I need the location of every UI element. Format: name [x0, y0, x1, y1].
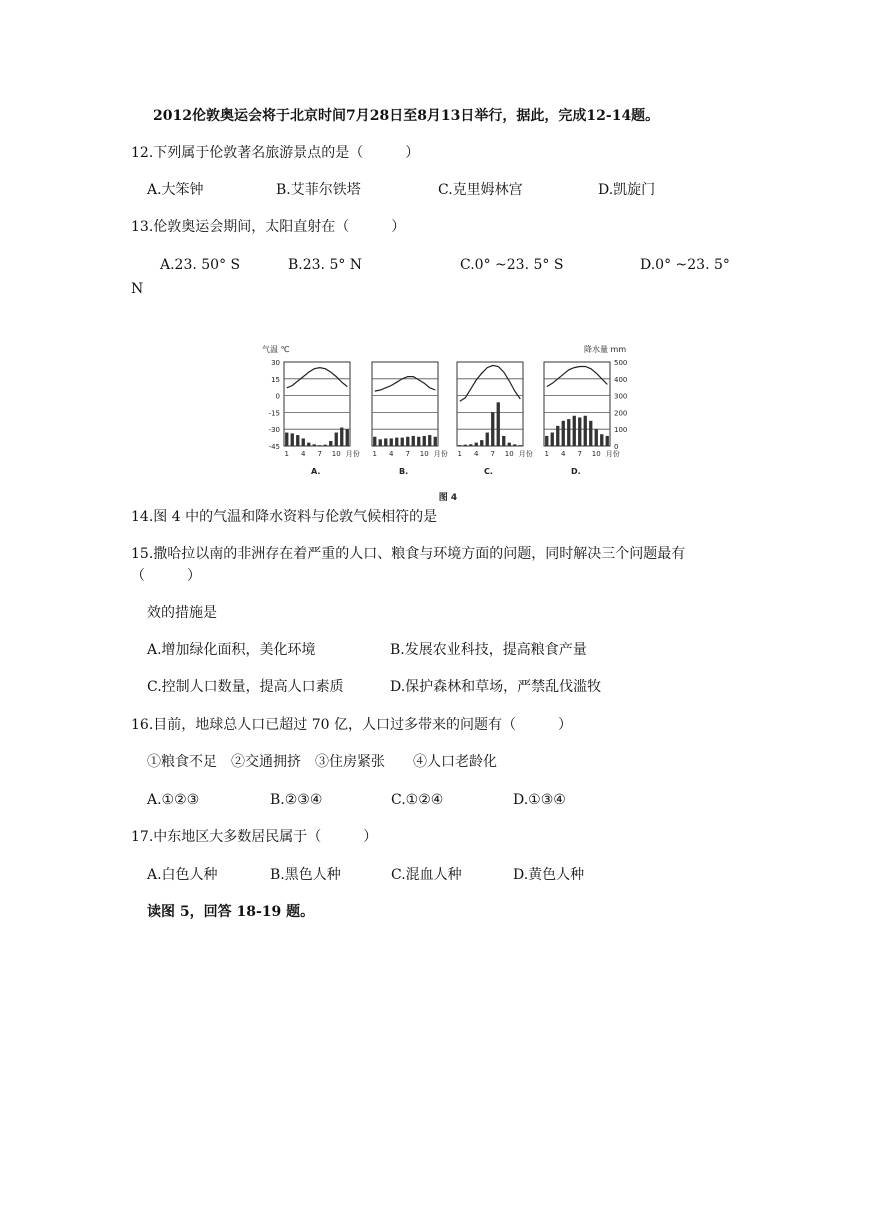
precip-bar — [296, 435, 299, 446]
x-tick-label: 1 — [284, 450, 289, 458]
panel-label: A. — [311, 467, 321, 476]
q12-option-a: A.大笨钟 — [147, 182, 204, 198]
precip-bar — [302, 438, 305, 446]
precip-bar — [318, 445, 321, 446]
x-tick-label: 10 — [504, 450, 514, 458]
precip-bar — [595, 429, 598, 446]
precip-bar — [578, 417, 581, 446]
x-tick-label: 月份 — [345, 450, 360, 458]
question-12-stem: 12.下列属于伦敦著名旅游景点的是（ ） — [131, 145, 420, 161]
figure-caption: 图 4 — [438, 493, 458, 503]
x-tick-label: 7 — [490, 450, 495, 458]
x-tick-label: 月份 — [605, 450, 620, 458]
left-tick-label: -15 — [268, 409, 280, 418]
precip-bar — [313, 444, 316, 446]
precip-bar — [567, 419, 570, 446]
q15-option-c: C.控制人口数量，提高人口素质 — [147, 679, 344, 695]
precip-bar — [373, 437, 376, 446]
question-17-stem: 17.中东地区大多数居民属于（ ） — [131, 829, 378, 845]
panel-label: C. — [484, 467, 493, 476]
precip-bar — [562, 421, 565, 446]
x-tick-label: 10 — [419, 450, 429, 458]
precip-bar — [475, 443, 478, 446]
q16-option-a: A.①②③ — [147, 792, 200, 808]
q17-option-b: B.黑色人种 — [270, 867, 341, 883]
precip-bar — [606, 436, 609, 446]
q15-option-d: D.保护森林和草场，严禁乱伐滥牧 — [390, 679, 602, 695]
q13-option-a: A.23. 50° S — [160, 257, 241, 273]
x-tick-label: 4 — [301, 450, 306, 458]
precip-bar — [379, 439, 382, 446]
q13-option-d: D.0° ~23. 5° — [640, 257, 730, 273]
precip-bar — [406, 437, 409, 446]
right-tick-label: 100 — [614, 426, 628, 435]
q17-option-c: C.混血人种 — [391, 867, 462, 883]
precip-bar — [589, 421, 592, 446]
right-tick-label: 500 — [614, 359, 628, 367]
left-tick-label: 0 — [275, 392, 280, 401]
x-tick-label: 4 — [561, 450, 566, 458]
question-13-stem: 13.伦敦奥运会期间，太阳直射在（ ） — [131, 219, 406, 235]
precip-bar — [340, 428, 343, 446]
precip-bar — [412, 436, 415, 446]
right-tick-label: 0 — [614, 443, 619, 451]
precip-bar — [497, 402, 500, 446]
q15-option-b: B.发展农业科技，提高粮食产量 — [390, 642, 587, 658]
precip-bar — [513, 444, 516, 446]
precip-bar — [573, 416, 576, 446]
precip-bar — [390, 438, 393, 446]
x-tick-label: 7 — [405, 450, 410, 458]
panel-label: B. — [399, 467, 409, 476]
climate-panel-d — [544, 362, 620, 476]
left-tick-label: 30 — [271, 359, 280, 367]
q12-option-c: C.克里姆林宫 — [438, 182, 523, 198]
left-axis-title: 气温 ℃ — [262, 345, 290, 354]
precip-bar — [486, 433, 489, 446]
temperature-line — [287, 368, 348, 388]
q16-option-c: C.①②④ — [391, 792, 444, 808]
x-tick-label: 月份 — [433, 450, 448, 458]
panel-label: D. — [571, 467, 581, 476]
q13-option-b: B.23. 5° N — [288, 257, 363, 273]
precip-bar — [434, 437, 437, 446]
precip-bar — [551, 433, 554, 446]
panel-frame — [372, 362, 438, 446]
right-tick-label: 300 — [614, 392, 628, 401]
x-tick-label: 1 — [544, 450, 549, 458]
precip-bar — [480, 440, 483, 446]
climate-panel-a — [284, 362, 360, 476]
precip-bar — [508, 443, 511, 446]
precip-bar — [545, 436, 548, 446]
precip-bar — [285, 433, 288, 446]
panel-frame — [457, 362, 523, 446]
question-16-stem: 16.目前，地球总人口已超过 70 亿，人口过多带来的问题有（ ） — [131, 717, 572, 733]
q17-option-a: A.白色人种 — [147, 867, 218, 883]
left-tick-label: -30 — [268, 426, 280, 435]
question-15-stem: 15.撒哈拉以南的非洲存在着严重的人口、粮食与环境方面的问题，同时解决三个问题最有 — [131, 546, 686, 562]
q17-option-d: D.黄色人种 — [513, 867, 585, 883]
x-tick-label: 4 — [389, 450, 394, 458]
x-tick-label: 7 — [317, 450, 322, 458]
q12-option-b: B.艾菲尔铁塔 — [276, 182, 361, 198]
q13-option-c: C.0° ~23. 5° S — [460, 257, 564, 273]
precip-bar — [307, 443, 310, 446]
precip-bar — [346, 429, 349, 446]
temperature-line — [547, 367, 608, 387]
left-tick-label: -45 — [268, 443, 280, 451]
q16-option-d: D.①③④ — [513, 792, 566, 808]
right-tick-label: 200 — [614, 409, 628, 418]
panel-frame — [544, 362, 610, 446]
precip-bar — [502, 436, 505, 446]
question-18-intro: 读图 5，回答 18-19 题。 — [147, 904, 315, 920]
precip-bar — [600, 434, 603, 446]
x-tick-label: 10 — [591, 450, 601, 458]
x-tick-label: 4 — [474, 450, 479, 458]
precip-bar — [428, 435, 431, 446]
climate-chart-figure — [262, 338, 632, 508]
precip-bar — [464, 445, 467, 446]
question-14-stem: 14.图 4 中的气温和降水资料与伦敦气候相符的是 — [131, 509, 438, 525]
left-tick-label: 15 — [271, 375, 280, 384]
question-15-cont: 效的措施是 — [147, 605, 217, 621]
precip-bar — [291, 433, 294, 446]
precip-bar — [491, 412, 494, 446]
precip-bar — [423, 436, 426, 446]
precip-bar — [519, 445, 522, 446]
precip-bar — [458, 445, 461, 446]
x-tick-label: 7 — [577, 450, 582, 458]
precip-bar — [384, 438, 387, 446]
climate-panel-c — [457, 362, 533, 476]
precip-bar — [324, 445, 327, 446]
x-tick-label: 10 — [331, 450, 341, 458]
q12-option-d: D.凯旋门 — [598, 182, 656, 198]
precip-bar — [556, 426, 559, 446]
right-axis-title: 降水量 mm — [584, 345, 627, 354]
x-tick-label: 1 — [372, 450, 377, 458]
precip-bar — [395, 438, 398, 446]
section-intro: 2012伦敦奥运会将于北京时间7月28日至8月13日举行，据此，完成12-14题。 — [153, 108, 660, 124]
precip-bar — [335, 433, 338, 446]
q15-option-a: A.增加绿化面积，美化环境 — [147, 642, 316, 658]
question-16-items: ①粮食不足 ②交通拥挤 ③住房紧张 ④人口老龄化 — [147, 754, 497, 770]
climate-panel-b — [372, 362, 448, 476]
x-tick-label: 1 — [457, 450, 462, 458]
x-tick-label: 月份 — [518, 450, 533, 458]
precip-bar — [417, 437, 420, 446]
precip-bar — [401, 438, 404, 446]
question-15-paren: （ ） — [131, 568, 201, 584]
precip-bar — [584, 416, 587, 446]
right-tick-label: 400 — [614, 375, 628, 384]
precip-bar — [329, 441, 332, 446]
precip-bar — [469, 444, 472, 446]
q16-option-b: B.②③④ — [270, 792, 323, 808]
q13-option-d-wrap: N — [131, 281, 144, 297]
